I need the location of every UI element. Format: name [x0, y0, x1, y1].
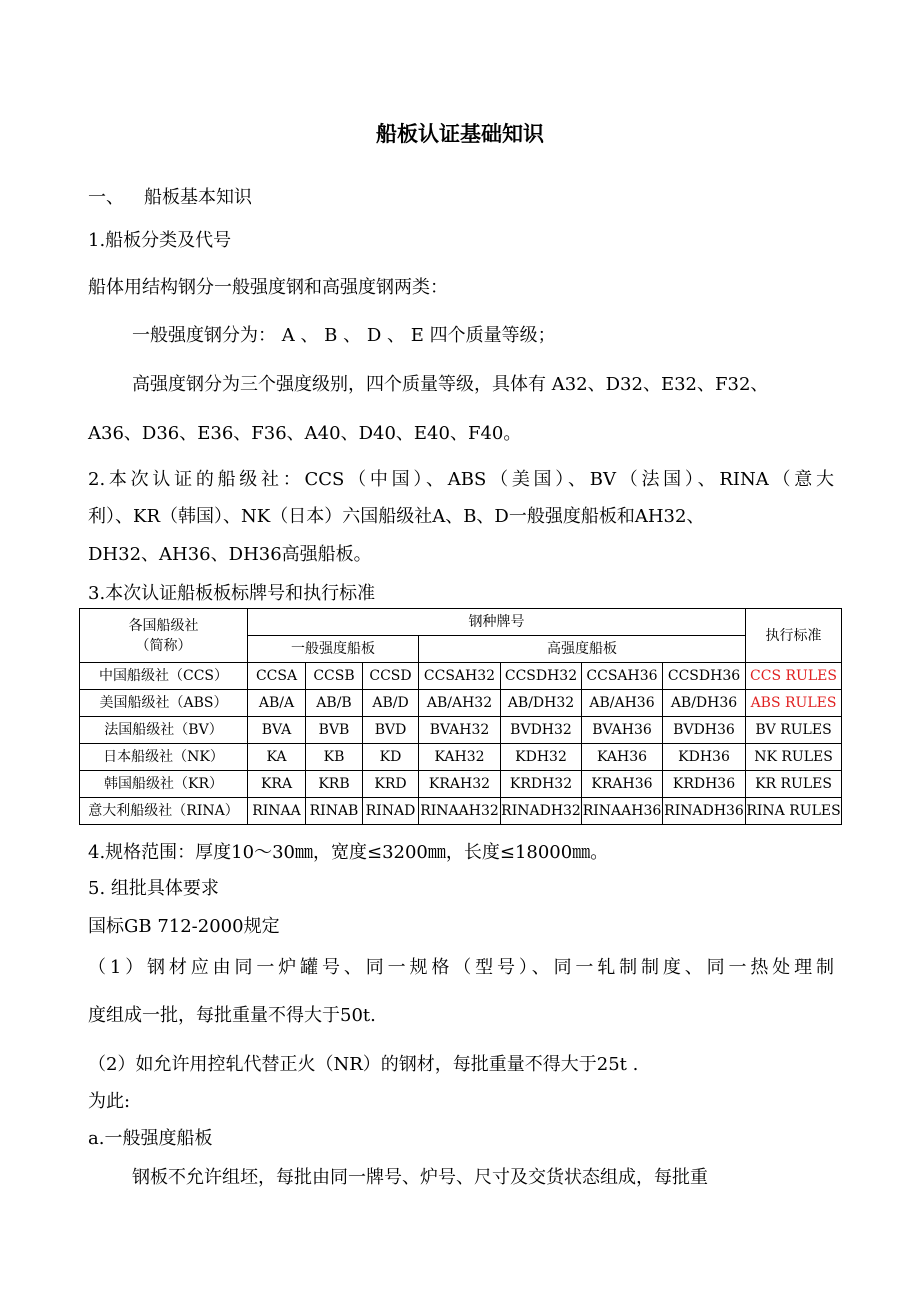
paragraph-rule2: （2）如允许用控轧代替正火（NR）的钢材，每批重量不得大于25t . — [88, 1054, 639, 1075]
cell-grade: BVDH32 — [501, 717, 582, 744]
table-row — [80, 798, 842, 825]
cell-society: 意大利船级社（RINA） — [80, 798, 248, 825]
section-number: 一、 — [88, 187, 124, 208]
paragraph-steel-types: 船体用结构钢分一般强度钢和高强度钢两类： — [88, 277, 448, 298]
cell-society: 日本船级社（NK） — [80, 744, 248, 771]
cell-grade: KRD — [363, 771, 419, 798]
paragraph-size-range: 4.规格范围：厚度10～30㎜，宽度≤3200㎜，长度≤18000㎜。 — [88, 842, 609, 863]
subheading-grades-table: 3.本次认证船板板标牌号和执行标准 — [88, 583, 376, 604]
header-standard: 执行标准 — [746, 609, 842, 663]
table-row — [80, 690, 842, 717]
paragraph-rule1-line2: 度组成一批，每批重量不得大于50t. — [88, 1005, 376, 1026]
cell-grade: CCSD — [363, 663, 419, 690]
cell-standard: NK RULES — [746, 744, 842, 771]
paragraph-normal-plate-text: 钢板不允许组坯，每批由同一牌号、炉号、尺寸及交货状态组成，每批重 — [132, 1167, 708, 1188]
cell-society: 中国船级社（CCS） — [80, 663, 248, 690]
header-high-strength: 高强度船板 — [419, 636, 746, 663]
paragraph-high-strength-line1: 高强度钢分为三个强度级别，四个质量等级，具体有 A32、D32、E32、F32、 — [132, 374, 769, 395]
paragraph-societies-line1: 2.本次认证的船级社：CCS（中国）、ABS（美国）、BV（法国）、RINA（意大 — [88, 469, 834, 490]
cell-grade: BVAH32 — [419, 717, 501, 744]
paragraph-societies-line3: DH32、AH36、DH36高强船板。 — [88, 544, 372, 565]
cell-standard: ABS RULES — [746, 690, 842, 717]
cell-standard: CCS RULES — [746, 663, 842, 690]
cell-standard: KR RULES — [746, 771, 842, 798]
table-row — [80, 717, 842, 744]
cell-grade: RINADH32 — [501, 798, 582, 825]
cell-grade: RINAB — [306, 798, 363, 825]
cell-grade: BVDH36 — [663, 717, 746, 744]
cell-grade: AB/AH36 — [582, 690, 663, 717]
cell-grade: KDH36 — [663, 744, 746, 771]
cell-grade: AB/A — [248, 690, 306, 717]
paragraph-high-strength-line2: A36、D36、E36、F36、A40、D40、E40、F40。 — [88, 423, 522, 444]
cell-grade: KRB — [306, 771, 363, 798]
section-heading-1 — [88, 186, 252, 210]
cell-grade: RINAAH32 — [419, 798, 501, 825]
cell-grade: CCSA — [248, 663, 306, 690]
header-society-line2: （简称） — [135, 637, 192, 654]
paragraph-societies-line2: 利）、KR（韩国）、NK（日本）六国船级社A、B、D一般强度船板和AH32、 — [88, 506, 705, 527]
cell-grade: CCSB — [306, 663, 363, 690]
paragraph-normal-strength: 一般强度钢分为： A 、 B 、 D 、 E 四个质量等级； — [132, 325, 556, 346]
paragraph-gb-standard: 国标GB 712-2000规定 — [88, 916, 280, 937]
cell-society: 法国船级社（BV） — [80, 717, 248, 744]
cell-grade: KDH32 — [501, 744, 582, 771]
cell-grade: BVA — [248, 717, 306, 744]
subheading-classification: 1.船板分类及代号 — [88, 230, 232, 251]
header-society-line1: 各国船级社 — [128, 617, 199, 634]
cell-grade: AB/D — [363, 690, 419, 717]
cell-grade: KRAH36 — [582, 771, 663, 798]
header-society — [80, 609, 248, 663]
subheading-batching: 5. 组批具体要求 — [88, 878, 219, 899]
cell-grade: AB/DH36 — [663, 690, 746, 717]
cell-grade: RINAAH36 — [582, 798, 663, 825]
cell-grade: CCSDH36 — [663, 663, 746, 690]
cell-grade: BVB — [306, 717, 363, 744]
cell-grade: AB/DH32 — [501, 690, 582, 717]
cell-grade: RINAA — [248, 798, 306, 825]
cell-grade: CCSAH36 — [582, 663, 663, 690]
cell-grade: CCSAH32 — [419, 663, 501, 690]
cell-grade: CCSDH32 — [501, 663, 582, 690]
cell-society: 韩国船级社（KR） — [80, 771, 248, 798]
header-normal-strength: 一般强度船板 — [248, 636, 419, 663]
subheading-normal-strength-plate: a.一般强度船板 — [88, 1128, 213, 1149]
cell-grade: BVD — [363, 717, 419, 744]
table-row — [80, 663, 842, 690]
table-row — [80, 771, 842, 798]
grades-table — [79, 608, 842, 825]
cell-grade: AB/AH32 — [419, 690, 501, 717]
cell-grade: KA — [248, 744, 306, 771]
cell-grade: KAH36 — [582, 744, 663, 771]
cell-grade: BVAH36 — [582, 717, 663, 744]
cell-grade: AB/B — [306, 690, 363, 717]
cell-grade: RINADH36 — [663, 798, 746, 825]
cell-grade: KRAH32 — [419, 771, 501, 798]
section-title: 船板基本知识 — [144, 187, 252, 208]
cell-grade: KRA — [248, 771, 306, 798]
paragraph-therefore: 为此: — [88, 1091, 131, 1112]
cell-standard: BV RULES — [746, 717, 842, 744]
paragraph-rule1-line1: （1）钢材应由同一炉罐号、同一规格（型号）、同一轧制制度、同一热处理制 — [88, 957, 834, 978]
cell-grade: KRDH32 — [501, 771, 582, 798]
cell-grade: KRDH36 — [663, 771, 746, 798]
cell-grade: KB — [306, 744, 363, 771]
table-row — [80, 744, 842, 771]
document-title: 船板认证基础知识 — [376, 122, 544, 146]
cell-society: 美国船级社（ABS） — [80, 690, 248, 717]
cell-grade: KAH32 — [419, 744, 501, 771]
cell-grade: RINAD — [363, 798, 419, 825]
header-grades: 钢种牌号 — [248, 609, 746, 636]
cell-standard: RINA RULES — [746, 798, 842, 825]
cell-grade: KD — [363, 744, 419, 771]
